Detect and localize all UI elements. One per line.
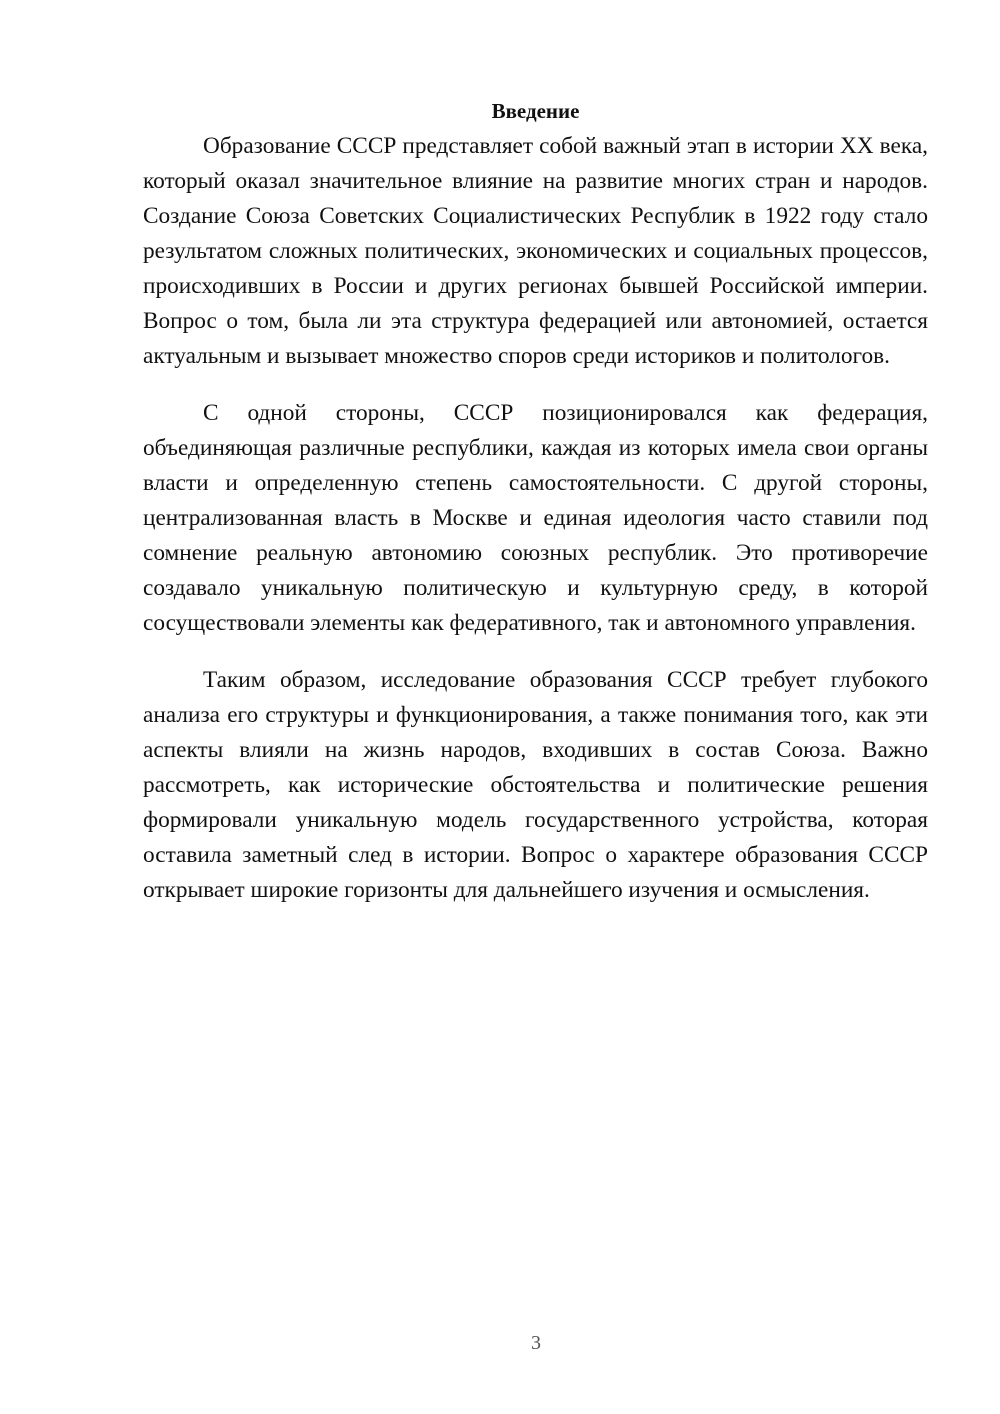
page-number: 3 — [531, 1332, 541, 1354]
page-content — [143, 94, 928, 930]
paragraph-1: Образование СССР представляет собой важный этап в истории XX века, который оказал значительное влияние на развитие многих стран и народов. Создание Союза Советских Социалистических Республик в 1922 году стало результатом сложных политических, экономических и социальных процессов, происходивших в России и других регионах бывшей Российской империи. Вопрос о том, была ли эта структура федерацией или автономией, остается актуальным и вызывает множество споров среди историков и политологов. — [143, 133, 928, 369]
paragraph-2: С одной стороны, СССР позиционировался как федерация, объединяющая различные республики, каждая из которых имела свои органы власти и определенную степень самостоятельности. С другой стороны, централизованная власть в Москве и единая идеология часто ставили под сомнение реальную автономию союзных республик. Это противоречие создавало уникальную политическую и культурную среду, в которой сосуществовали элементы как федеративного, так и автономного управления. — [143, 400, 928, 636]
paragraph-3: Таким образом, исследование образования СССР требует глубокого анализа его структуры и функционирования, а также понимания того, как эти аспекты влияли на жизнь народов, входивших в состав Союза. Важно рассмотреть, как исторические обстоятельства и политические решения формировали уникальную модель государственного устройства, которая оставила заметный след в истории. Вопрос о характере образования СССР открывает широкие горизонты для дальнейшего изучения и осмысления. — [143, 667, 928, 903]
section-heading: Введение — [491, 99, 580, 123]
